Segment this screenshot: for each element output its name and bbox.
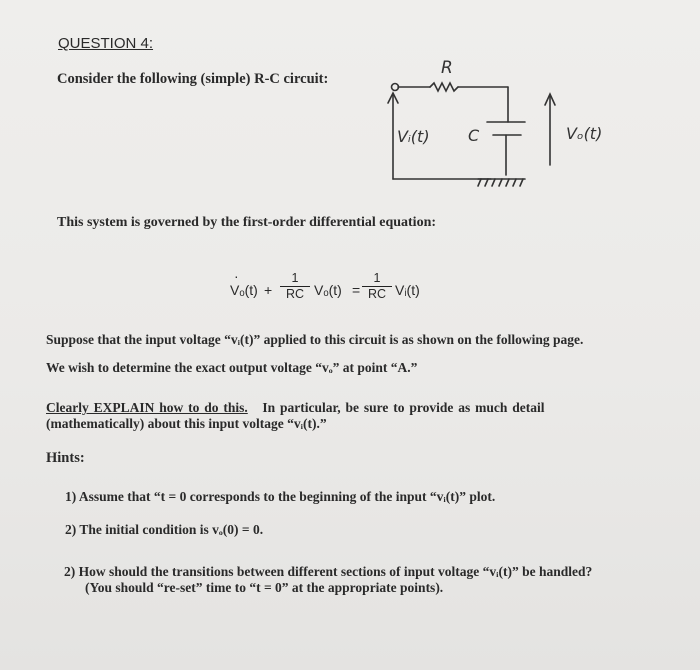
eq-fraction-2 — [362, 272, 392, 301]
frac2-numerator: 1 — [373, 271, 381, 285]
eq-rhs-term: Vᵢ(t) — [395, 282, 420, 298]
frac2-denominator: RC — [367, 287, 387, 301]
hint-3-continued: (You should “re-set” time to “t = 0” at the appropriate points). — [85, 580, 444, 595]
derivative-dot: · — [234, 268, 239, 284]
paragraph-input-voltage: Suppose that the input voltage “vᵢ(t)” applied to this circuit is as shown on the following page. — [46, 332, 584, 347]
eq-equals: = — [352, 282, 361, 298]
explain-rest: In particular, be sure to provide as much detail — [262, 400, 545, 415]
hints-label: Hints: — [46, 450, 85, 466]
output-voltage-label: Vₒ(t) — [566, 124, 603, 143]
eq-plus: + — [264, 282, 273, 298]
eq-middle-term: Vₒ(t) — [314, 282, 342, 298]
intro-text: Consider the following (simple) R-C circuit: — [57, 71, 329, 87]
eq-fraction-1 — [280, 272, 310, 301]
question-title: QUESTION 4: — [58, 35, 154, 52]
resistor-label: R — [441, 58, 453, 78]
governed-text: This system is governed by the first-order differential equation: — [57, 215, 437, 230]
frac1-denominator: RC — [285, 287, 305, 301]
frac1-numerator: 1 — [291, 271, 299, 285]
hint-1: 1) Assume that “t = 0 corresponds to the beginning of the input “vᵢ(t)” plot. — [65, 489, 496, 504]
hint-2: 2) The initial condition is vₒ(0) = 0. — [65, 522, 264, 537]
resistor-symbol — [430, 83, 458, 91]
paragraph-output-voltage: We wish to determine the exact output voltage “vₒ” at point “A.” — [46, 360, 418, 375]
capacitor-label: C — [468, 126, 480, 145]
hint-3: 2) How should the transitions between different sections of input voltage “vᵢ(t)” be handled? — [64, 564, 593, 579]
input-voltage-label: Vᵢ(t) — [397, 127, 430, 146]
explain-underlined: Clearly EXPLAIN how to do this. — [46, 400, 248, 415]
eq-lhs-term: Vₒ(t) — [230, 282, 258, 298]
ground-hatch — [478, 179, 523, 186]
paragraph-explain-line2: (mathematically) about this input voltage “vᵢ(t).” — [46, 416, 327, 431]
rc-circuit-diagram — [375, 55, 645, 195]
